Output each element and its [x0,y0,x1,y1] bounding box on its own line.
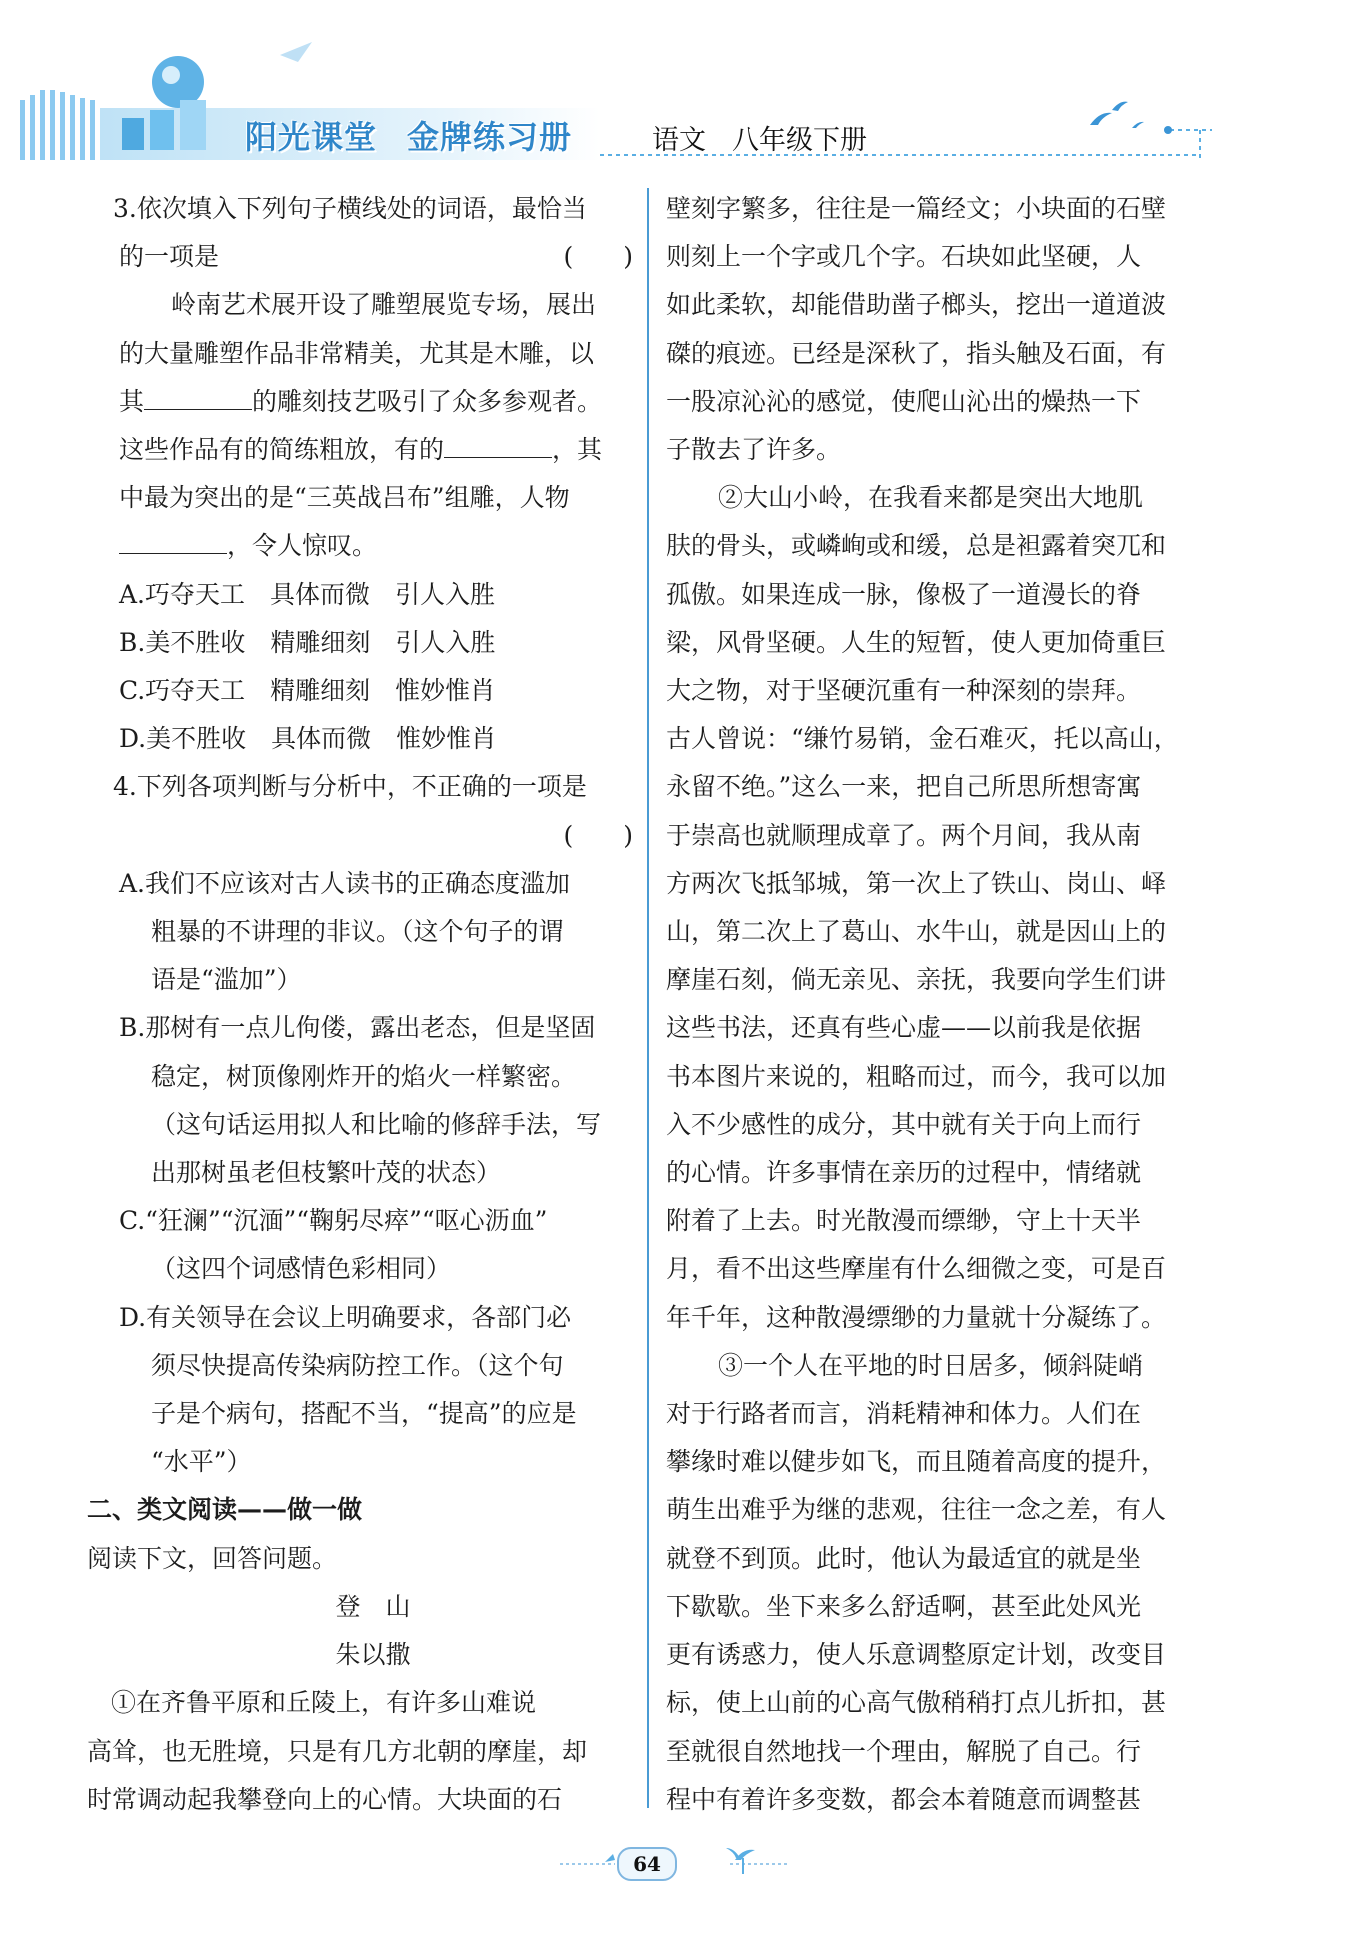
essay-line: 孤傲。如果连成一脉，像极了一道漫长的脊 [666,579,1142,609]
essay-line: 附着了上去。时光散漫而缥缈，守上十天半 [666,1206,1142,1236]
q3-passage-line2: 的大量雕塑作品非常精美，尤其是木雕，以 [119,338,595,368]
q4-option-a-line3: 语是“滥加”） [151,965,302,995]
essay-line: 萌生出难乎为继的悲观，往往一念之差，有人 [666,1495,1167,1525]
essay-line: 攀缘时难以健步如飞，而且随着高度的提升， [666,1447,1167,1477]
q4-option-a-line2: 粗暴的不讲理的非议。（这个句子的谓 [151,917,564,947]
q4-option-d-line3: 子是个病句，搭配不当，“提高”的应是 [151,1399,577,1429]
q3-passage-line6 [113,522,633,570]
blank-2 [444,433,552,458]
page-header [0,0,1350,175]
q3-passage-text: ，令人惊叹。 [227,531,378,561]
essay-line: 摩崖石刻，倘无亲见、亲抚，我要向学生们讲 [666,965,1167,995]
q3-passage-text: 其 [119,386,145,416]
essay-line: 对于行路者而言，消耗精神和体力。人们在 [666,1399,1142,1429]
series-title-2: 金牌练习册 [407,118,573,156]
q3-passage-line1: 岭南艺术展开设了雕塑展览专场，展出 [171,290,597,320]
subject-grade [652,118,893,157]
q4-option-d-line2: 须尽快提高传染病防控工作。（这个句 [151,1350,564,1380]
subject-label: 语文 [652,125,706,156]
series-title-1: 阳光课堂 [245,118,378,156]
page-number: 64 [617,1847,677,1881]
q3-passage-line3 [113,378,633,426]
essay-title: 登 山 [335,1591,411,1621]
essay-line: 则刻上一个字或几个字。石块如此坚硬，人 [666,242,1142,272]
essay-line: 肤的骨头，或嶙峋或和缓，总是袒露着突兀和 [666,531,1167,561]
blank-1 [144,385,252,410]
right-column [666,185,1210,1824]
essay-line: 子散去了许多。 [666,435,842,465]
essay-line: 这些书法，还真有些心虚——以前我是依据 [666,1013,1142,1043]
q4-option-b-line2: 稳定，树顶像刚炸开的焰火一样繁密。 [151,1061,577,1091]
grade-label: 八年级下册 [732,125,867,156]
essay-line: 就登不到顶。此时，他认为最适宜的就是坐 [666,1543,1142,1573]
essay-line: 山，第二次上了葛山、水牛山，就是因山上的 [666,917,1167,947]
q4-answer-bracket: ( ) [563,820,633,850]
left-column [87,185,633,1824]
essay-line: 方两次飞抵邹城，第一次上了铁山、岗山、峄 [666,868,1167,898]
essay-line: 一股凉沁沁的感觉，使爬山沁出的燥热一下 [666,386,1142,416]
q3-stem-text: 的一项是 [119,242,220,272]
column-divider [647,188,649,1808]
q4-option-c-line2: （这四个词感情色彩相同） [151,1254,452,1284]
essay-line: 永留不绝。”这么一来，把自己所思所想寄寓 [666,772,1142,802]
q3-option-a: A.巧夺天工 具体而微 引人入胜 [119,579,496,609]
q4-option-b-line3: （这句话运用拟人和比喻的修辞手法，写 [151,1109,602,1139]
q4-option-b-line1: B.那树有一点儿佝偻，露出老态，但是坚固 [119,1013,596,1043]
reading-instruction: 阅读下文，回答问题。 [87,1543,338,1573]
essay-line: 程中有着许多变数，都会本着随意而调整甚 [666,1784,1142,1814]
q3-stem-line1: 3.依次填入下列句子横线处的词语，最恰当 [113,194,587,223]
stripe-decoration [20,90,95,160]
essay-line: 入不少感性的成分，其中就有关于向上而行 [666,1109,1142,1139]
q4-option-c-line1: C.“狂澜”“沉湎”“鞠躬尽瘁”“呕心沥血” [119,1206,548,1236]
q3-passage-line4 [113,426,633,474]
essay-line: ③一个人在平地的时日居多，倾斜陡峭 [718,1350,1144,1380]
essay-line: 如此柔软，却能借助凿子榔头，挖出一道道波 [666,290,1167,320]
q4-option-a-line1: A.我们不应该对古人读书的正确态度滥加 [119,868,571,898]
essay-line: 壁刻字繁多，往往是一篇经文；小块面的石壁 [666,194,1167,223]
section-heading: 二、类文阅读——做一做 [87,1495,363,1525]
q4-option-b-line4: 出那树虽老但枝繁叶茂的状态） [151,1158,502,1188]
essay-line: 更有诱惑力，使人乐意调整原定计划，改变目 [666,1640,1167,1670]
essay-para1-line3: 时常调动起我攀登向上的心情。大块面的石 [87,1784,563,1814]
essay-line: 大之物，对于坚硬沉重有一种深刻的崇拜。 [666,676,1142,706]
essay-para1-line2: 高耸，也无胜境，只是有几方北朝的摩崖，却 [87,1736,588,1766]
essay-line: 年千年，这种散漫缥缈的力量就十分凝练了。 [666,1302,1167,1332]
q4-option-d-line4: “水平”） [151,1447,252,1477]
essay-line: 下歇歇。坐下来多么舒适啊，甚至此处风光 [666,1591,1142,1621]
q4-stem: 4.下列各项判断与分析中，不正确的一项是 [113,772,587,802]
q3-option-c: C.巧夺天工 精雕细刻 惟妙惟肖 [119,676,496,706]
essay-line: 梁，风骨坚硬。人生的短暂，使人更加倚重巨 [666,627,1167,657]
essay-author: 朱以撒 [335,1640,411,1670]
q3-option-b: B.美不胜收 精雕细刻 引人入胜 [119,627,496,657]
q3-passage-line5: 中最为突出的是“三英战吕布”组雕，人物 [119,483,570,513]
essay-line: 磔的痕迹。已经是深秋了，指头触及石面，有 [666,338,1167,368]
q3-passage-text: 这些作品有的简练粗放，有的 [119,435,445,465]
series-title [245,112,602,158]
essay-line: 古人曾说：“缣竹易销，金石难灭，托以高山， [666,724,1179,754]
q3-option-d: D.美不胜收 具体而微 惟妙惟肖 [119,724,497,754]
essay-line: 于崇高也就顺理成章了。两个月间，我从南 [666,820,1142,850]
essay-line: 书本图片来说的，粗略而过，而今，我可以加 [666,1061,1167,1091]
q3-stem-line2 [113,233,633,281]
blank-3 [119,529,227,554]
essay-line: 至就很自然地找一个理由，解脱了自己。行 [666,1736,1142,1766]
q3-passage-text: 的雕刻技艺吸引了众多参观者。 [252,386,603,416]
essay-line: 的心情。许多事情在亲历的过程中，情绪就 [666,1158,1142,1188]
q3-answer-bracket: ( ) [563,242,633,272]
essay-line: 标，使上山前的心高气傲稍稍打点儿折扣，甚 [666,1688,1167,1718]
essay-line: ②大山小岭，在我看来都是突出大地肌 [718,483,1144,513]
q3-passage-text: ，其 [552,435,603,465]
q4-option-d-line1: D.有关领导在会议上明确要求，各部门必 [119,1302,572,1332]
essay-para1-line1: ①在齐鲁平原和丘陵上，有许多山难说 [111,1688,537,1718]
birds-icon [1090,102,1172,134]
essay-line: 月，看不出这些摩崖有什么细微之变，可是百 [666,1254,1167,1284]
